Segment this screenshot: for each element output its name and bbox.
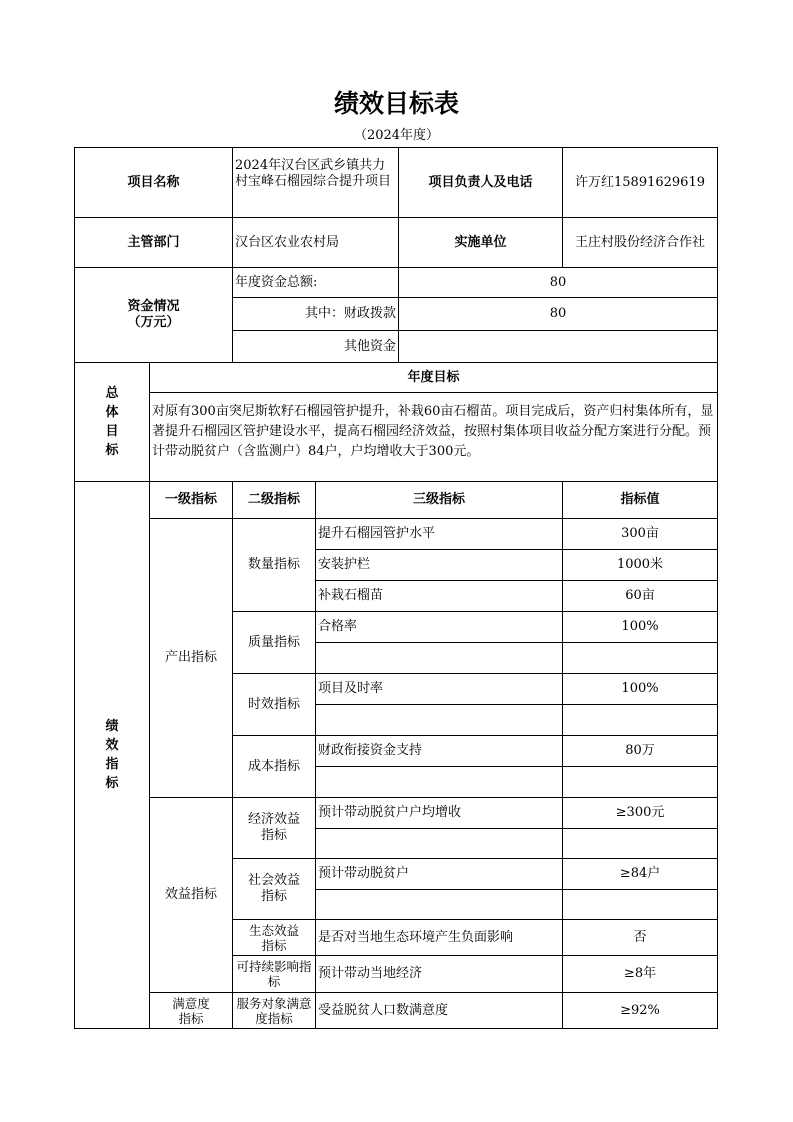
indicator-name: 是否对当地生态环境产生负面影响: [316, 920, 563, 956]
indicator-value: ≥300元: [563, 798, 718, 829]
funds-label-line1: 资金情况: [127, 299, 180, 314]
project-name-label: 项目名称: [75, 148, 233, 218]
goal-text-row: [75, 393, 718, 482]
level1-output: 产出指标: [150, 519, 233, 798]
indicator-name: 补栽石榴苗: [316, 581, 563, 612]
dept-label: 主管部门: [75, 218, 233, 268]
indicator-name: 预计带动当地经济: [316, 956, 563, 993]
indicators-label-char: 绩: [105, 719, 119, 734]
indicator-header-row: [75, 482, 718, 519]
goal-label-char: 总: [105, 386, 119, 401]
indicator-name: 项目及时率: [316, 674, 563, 705]
goal-label-char: 目: [105, 424, 119, 439]
indicator-value: 60亩: [563, 581, 718, 612]
level2-sustainable: 可持续影响指标: [233, 956, 316, 993]
impl-label: 实施单位: [399, 218, 563, 268]
level2-quantity: 数量指标: [233, 519, 316, 612]
indicator-value: ≥8年: [563, 956, 718, 993]
impl-value: 王庄村股份经济合作社: [563, 218, 718, 268]
indicator-value: 1000米: [563, 550, 718, 581]
indicators-label-char: 指: [105, 757, 119, 772]
year-subtitle: （2024年度）: [353, 128, 440, 143]
header-level1: 一级指标: [150, 482, 233, 519]
indicator-value: [563, 890, 718, 920]
owner-label: 项目负责人及电话: [399, 148, 563, 218]
funds-other-label: 其他资金: [233, 331, 399, 363]
level2-social: 社会效益指标: [233, 859, 316, 920]
indicator-value: ≥92%: [563, 993, 718, 1029]
goal-header-row: [75, 363, 718, 393]
funds-fiscal-value: 80: [399, 298, 718, 331]
indicator-name: [316, 767, 563, 798]
dept-value: 汉台区农业农村局: [233, 218, 399, 268]
level2-ecological: 生态效益指标: [233, 920, 316, 956]
indicator-name: 预计带动脱贫户: [316, 859, 563, 890]
indicator-name: [316, 705, 563, 736]
project-row: [75, 148, 718, 218]
funds-total-row: [75, 268, 718, 298]
funds-label: [75, 268, 233, 363]
goal-label: [75, 363, 150, 482]
indicator-name: [316, 829, 563, 859]
indicator-name: 财政衔接资金支持: [316, 736, 563, 767]
funds-fiscal-label: 其中：财政拨款: [233, 298, 399, 331]
goal-header: 年度目标: [150, 363, 718, 393]
goal-label-char: 体: [105, 405, 119, 420]
indicators-label-char: 标: [105, 776, 119, 791]
indicator-name: 预计带动脱贫户户均增收: [316, 798, 563, 829]
funds-label-line2: （万元）: [127, 315, 180, 330]
indicator-name: 受益脱贫人口数满意度: [316, 993, 563, 1029]
indicator-value: ≥84户: [563, 859, 718, 890]
header-level3: 三级指标: [316, 482, 563, 519]
performance-table: [74, 147, 718, 1029]
indicator-name: 安装护栏: [316, 550, 563, 581]
indicator-value: 否: [563, 920, 718, 956]
funds-total-label: 年度资金总额:: [233, 268, 399, 298]
indicator-row: [75, 519, 718, 550]
goal-label-char: 标: [105, 443, 119, 458]
level2-quality: 质量指标: [233, 612, 316, 674]
indicator-value: [563, 829, 718, 859]
indicator-value: 100%: [563, 674, 718, 705]
indicator-name: 合格率: [316, 612, 563, 643]
level2-economic: 经济效益指标: [233, 798, 316, 859]
funds-other-value: [399, 331, 718, 363]
header-level2: 二级指标: [233, 482, 316, 519]
owner-value: 许万红15891629619: [563, 148, 718, 218]
indicators-label: [75, 482, 150, 1029]
indicator-name: [316, 643, 563, 674]
indicator-value: 300亩: [563, 519, 718, 550]
indicator-row: [75, 993, 718, 1029]
level1-benefit: 效益指标: [150, 798, 233, 993]
indicator-row: [75, 798, 718, 829]
page-title: 绩效目标表: [333, 89, 459, 118]
level2-timeliness: 时效指标: [233, 674, 316, 736]
dept-row: [75, 218, 718, 268]
header-value: 指标值: [563, 482, 718, 519]
indicators-label-char: 效: [105, 738, 119, 753]
funds-total-value: 80: [399, 268, 718, 298]
indicator-value: 100%: [563, 612, 718, 643]
goal-text: 对原有300亩突尼斯软籽石榴园管护提升，补栽60亩石榴苗。项目完成后，资产归村集体所有，显著提升石榴园区管护建设水平，提高石榴园经济效益，按照村集体项目收益分配方案进行分配。预计带动脱贫户（含监测户）84户，户均增收大于300元。: [150, 393, 718, 482]
indicator-value: [563, 767, 718, 798]
project-name: 2024年汉台区武乡镇共力村宝峰石榴园综合提升项目: [233, 148, 399, 218]
indicator-value: 80万: [563, 736, 718, 767]
level2-cost: 成本指标: [233, 736, 316, 798]
indicator-value: [563, 643, 718, 674]
level1-satisfaction: 满意度指标: [150, 993, 233, 1029]
indicator-name: 提升石榴园管护水平: [316, 519, 563, 550]
indicator-name: [316, 890, 563, 920]
indicator-value: [563, 705, 718, 736]
level2-service: 服务对象满意度指标: [233, 993, 316, 1029]
